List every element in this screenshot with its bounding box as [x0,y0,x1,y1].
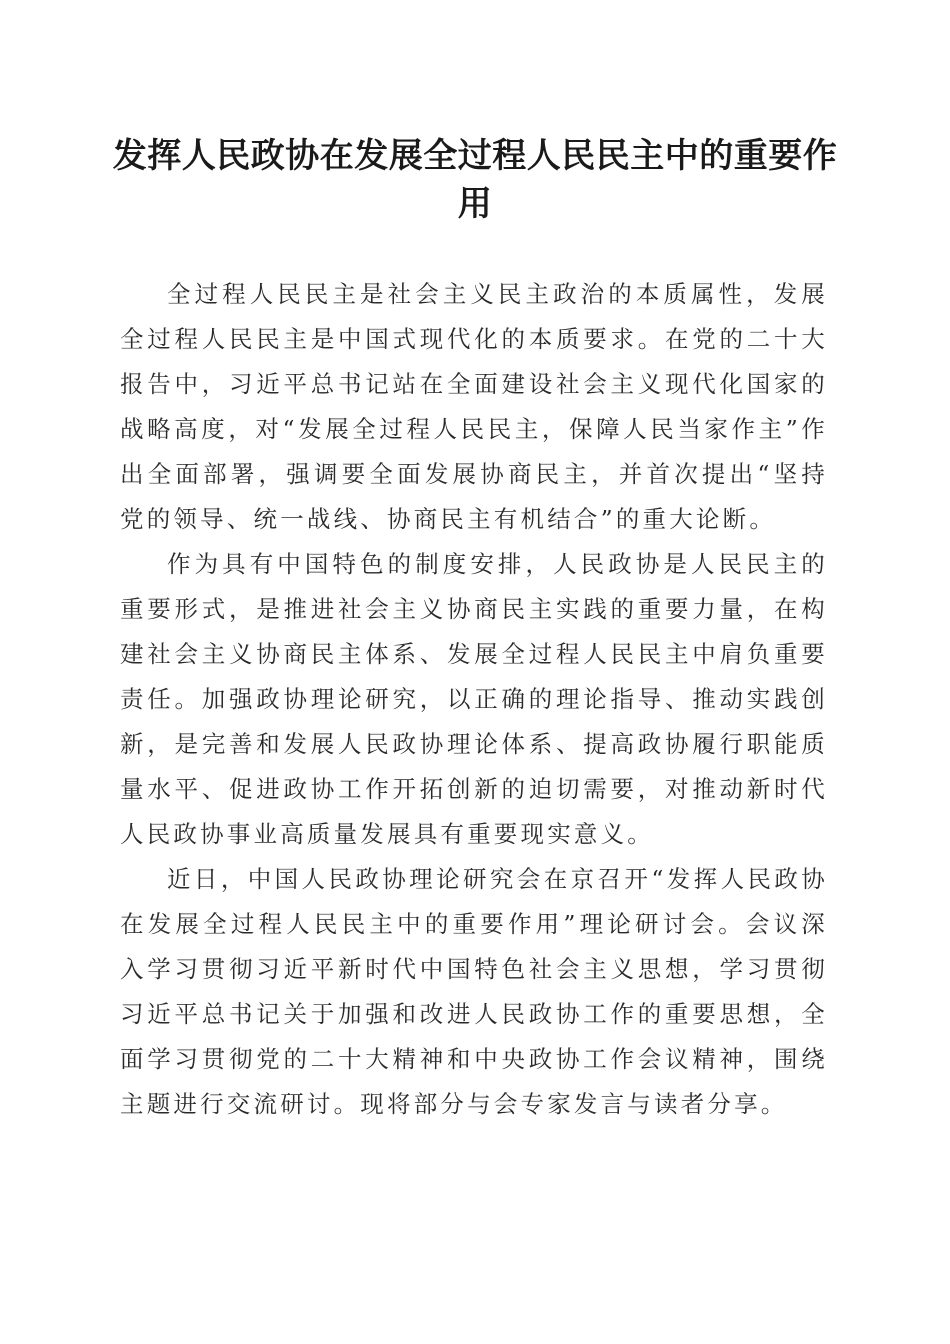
document-body [120,272,828,1127]
paragraph-2: 作为具有中国特色的制度安排，人民政协是人民民主的重要形式，是推进社会主义协商民主实践的重要力量，在构建社会主义协商民主体系、发展全过程人民民主中肩负重要责任。加强政协理论研究，以正确的理论指导、推动实践创新，是完善和发展人民政协理论体系、提高政协履行职能质量水平、促进政协工作开拓创新的迫切需要，对推动新时代人民政协事业高质量发展具有重要现实意义。 [120,550,828,848]
paragraph-3: 近日，中国人民政协理论研究会在京召开“发挥人民政协在发展全过程人民民主中的重要作用”理论研讨会。会议深入学习贯彻习近平新时代中国特色社会主义思想，学习贯彻习近平总书记关于加强和改进人民政协工作的重要思想，全面学习贯彻党的二十大精神和中央政协工作会议精神，围绕主题进行交流研讨。现将部分与会专家发言与读者分享。 [120,865,828,1118]
paragraph-1: 全过程人民民主是社会主义民主政治的本质属性，发展全过程人民民主是中国式现代化的本质要求。在党的二十大报告中，习近平总书记站在全面建设社会主义现代化国家的战略高度，对“发展全过程人民民主，保障人民当家作主”作出全面部署，强调要全面发展协商民主，并首次提出“坚持党的领导、统一战线、协商民主有机结合”的重大论断。 [120,280,828,533]
document-title: 发挥人民政协在发展全过程人民民主中的重要作用 [112,136,838,224]
